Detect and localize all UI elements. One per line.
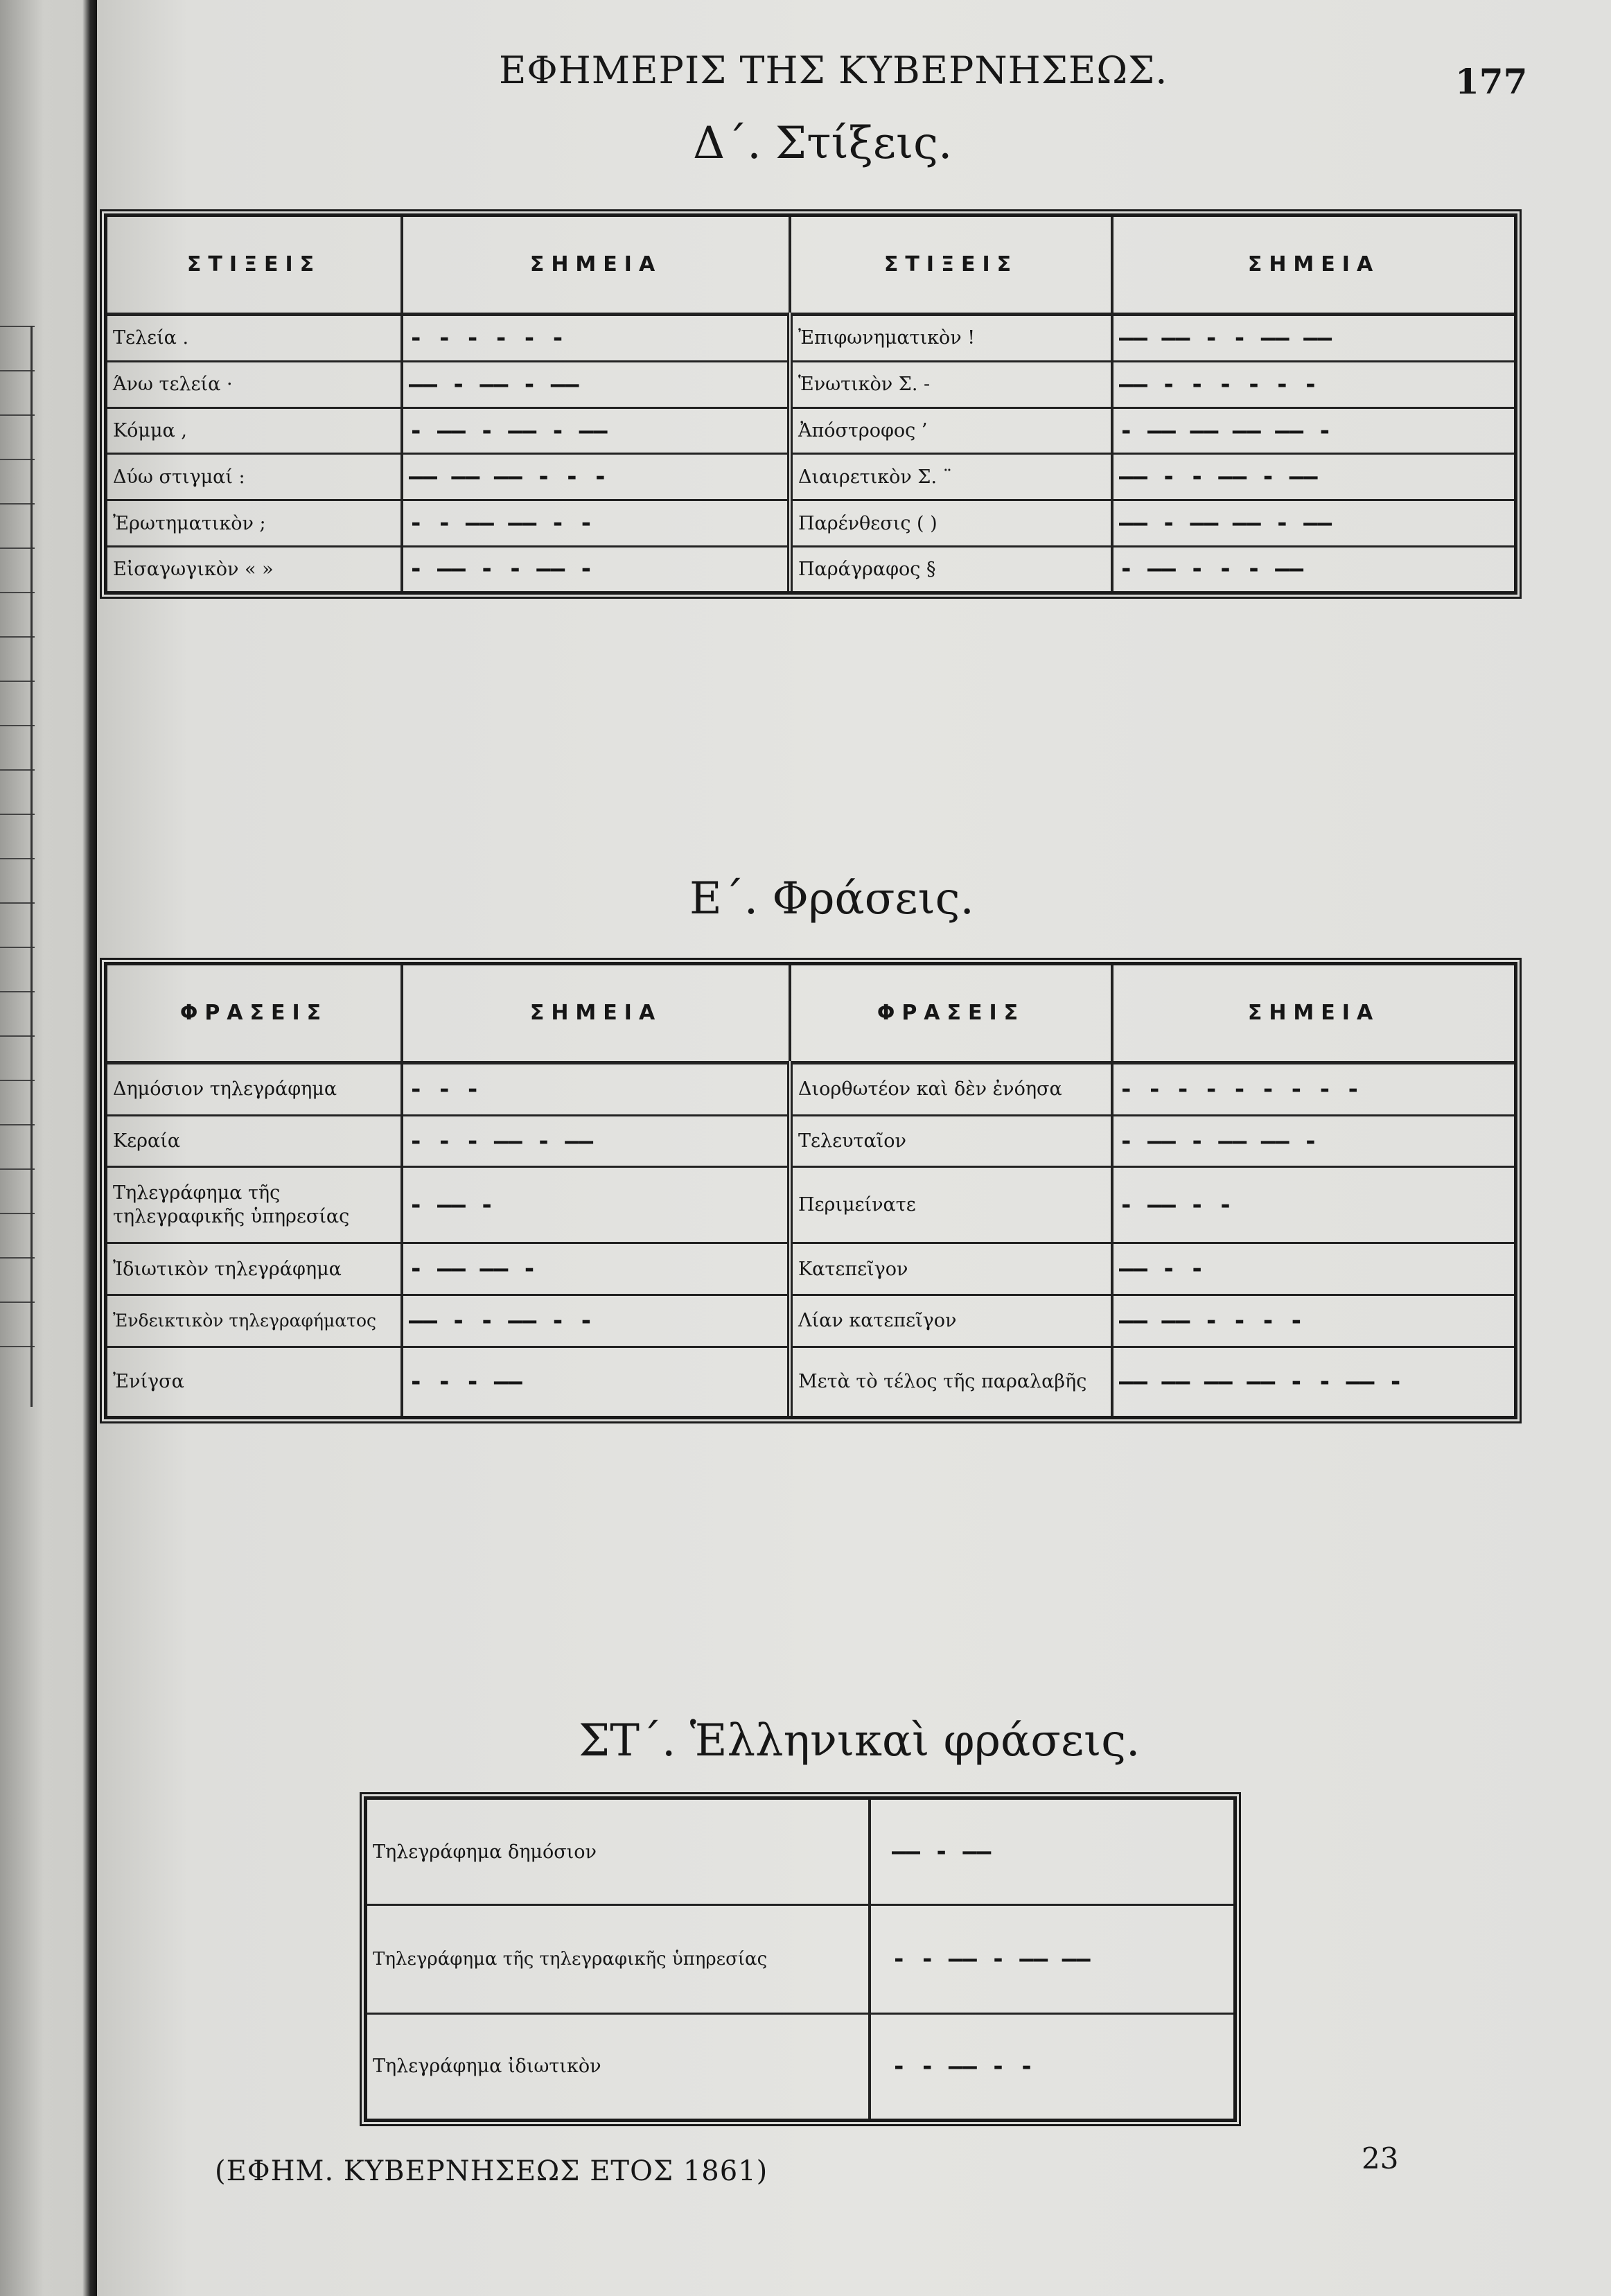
table-row: [107, 361, 1514, 408]
row-signs: —— —— —— - - -: [402, 454, 790, 500]
row-signs: - —— - - —— -: [402, 546, 790, 591]
table-row: [367, 1905, 1233, 2014]
adjacent-page-table-edge: [0, 326, 42, 1407]
row-label: Δημόσιον τηλεγράφημα: [107, 1062, 402, 1115]
row-signs: —— —— - - —— ——: [1112, 314, 1514, 361]
table-row: [107, 1062, 1514, 1115]
row-label: Μετὰ τὸ τέλος τῆς παραλαβῆς: [790, 1347, 1112, 1416]
table-row: [107, 1295, 1514, 1347]
row-signs: —— —— - - - -: [1112, 1295, 1514, 1347]
section-st-heading: ΣΤ΄. Ἑλληνικαὶ φράσεις.: [579, 1715, 1141, 1767]
table-row: [107, 314, 1514, 361]
col-header-punctuation: ΣΤΙΞΕΙΣ: [107, 217, 402, 314]
row-signs: - - —— —— - -: [402, 500, 790, 547]
table-row: [107, 1243, 1514, 1295]
row-signs: - - - - - - - - -: [1112, 1062, 1514, 1115]
row-label: Κόμμα ,: [107, 408, 402, 454]
row-label: Ἑνωτικὸν Σ. -: [790, 361, 1112, 408]
table-header-row: [107, 217, 1514, 314]
row-label: Διαιρετικὸν Σ. ¨: [790, 454, 1112, 500]
table-row: [107, 454, 1514, 500]
col-header-phrases-right: ΦΡΑΣΕΙΣ: [790, 965, 1112, 1062]
row-signs: - —— —— —— —— -: [1112, 408, 1514, 454]
table-row: [107, 408, 1514, 454]
row-label: Λίαν κατεπεῖγον: [790, 1295, 1112, 1347]
col-header-signs-right: ΣΗΜΕΙΑ: [1112, 217, 1514, 314]
row-label: Κατεπεῖγον: [790, 1243, 1112, 1295]
row-signs: - - -: [402, 1062, 790, 1115]
col-header-punctuation-right: ΣΤΙΞΕΙΣ: [790, 217, 1112, 314]
row-label: Διορθωτέον καὶ δὲν ἐνόησα: [790, 1062, 1112, 1115]
row-signs: - - - - - -: [402, 314, 790, 361]
row-signs: - - - ——: [402, 1347, 790, 1416]
row-label: Ἐνδεικτικὸν τηλεγραφήματος: [107, 1295, 402, 1347]
table-row: [107, 546, 1514, 591]
row-signs: - - —— - -: [892, 2052, 1034, 2080]
row-signs: —— - ——: [870, 1800, 1233, 1905]
row-signs: —— - - —— - ——: [1112, 454, 1514, 500]
table-row: [107, 1347, 1514, 1416]
table-header-row: [107, 965, 1514, 1062]
row-label: Περιμείνατε: [790, 1167, 1112, 1243]
row-label: Ἐρωτηματικὸν ;: [107, 500, 402, 547]
row-label: Παράγραφος §: [790, 546, 1112, 591]
table-row: [367, 2013, 1233, 2119]
row-label: Ἰδιωτικὸν τηλεγράφημα: [107, 1243, 402, 1295]
page-number: 177: [1455, 61, 1528, 102]
row-label: Δύω στιγμαί :: [107, 454, 402, 500]
row-signs: - —— - -: [1112, 1167, 1514, 1243]
phrases-grid: [107, 965, 1514, 1416]
row-label: Ἐπιφωνηματικὸν !: [790, 314, 1112, 361]
row-label: Εἰσαγωγικὸν « »: [107, 546, 402, 591]
col-header-signs: ΣΗΜΕΙΑ: [402, 965, 790, 1062]
section-d-heading: Δ΄. Στίξεις.: [693, 118, 953, 169]
row-label: Τηλεγράφημα ἰδιωτικὸν: [367, 2013, 870, 2119]
row-label: Ἐνίγσα: [107, 1347, 402, 1416]
row-label: Τελεία .: [107, 314, 402, 361]
row-signs: - —— -: [402, 1167, 790, 1243]
section-e-heading: Ε΄. Φράσεις.: [689, 873, 974, 924]
row-label: Τελευταῖον: [790, 1115, 1112, 1167]
footer-sheet-number: 23: [1362, 2141, 1399, 2175]
row-signs: - —— - - - ——: [1119, 555, 1304, 584]
punctuation-grid: [107, 217, 1514, 591]
row-signs: - —— —— -: [402, 1243, 790, 1295]
row-signs: —— - -: [1112, 1243, 1514, 1295]
row-signs: —— - —— - ——: [402, 361, 790, 408]
table-row: [107, 500, 1514, 547]
page-header-title: ΕΦΗΜΕΡΙΣ ΤΗΣ ΚΥΒΕΡΝΗΣΕΩΣ.: [499, 49, 1168, 92]
table-row: [367, 1800, 1233, 1905]
row-label: Τηλεγράφημα τῆς τηλεγραφικῆς ὑπηρεσίας: [107, 1167, 402, 1243]
table-punctuation: [104, 213, 1517, 595]
table-phrases: [104, 962, 1517, 1419]
col-header-signs-right: ΣΗΜΕΙΑ: [1112, 965, 1514, 1062]
row-signs: —— - - —— - -: [402, 1295, 790, 1347]
row-signs: - —— - —— - ——: [402, 408, 790, 454]
footer-source: (ΕΦΗΜ. ΚΥΒΕΡΝΗΣΕΩΣ ΕΤΟΣ 1861): [215, 2155, 768, 2187]
row-signs: - —— - —— —— -: [1112, 1115, 1514, 1167]
row-signs: —— —— —— —— - - —— -: [1119, 1367, 1403, 1396]
row-label: Παρένθεσις ( ): [790, 500, 1112, 547]
greek-phrases-grid: [367, 1800, 1233, 2119]
col-header-phrases: ΦΡΑΣΕΙΣ: [107, 965, 402, 1062]
row-signs: - - - —— - ——: [402, 1115, 790, 1167]
row-label: Ἀπόστροφος ’: [790, 408, 1112, 454]
row-label: Τηλεγράφημα δημόσιον: [367, 1800, 870, 1905]
row-label: Κεραία: [107, 1115, 402, 1167]
row-signs: —— - - - - - -: [1112, 361, 1514, 408]
row-label: Τηλεγράφημα τῆς τηλεγραφικῆς ὑπηρεσίας: [367, 1905, 870, 2014]
table-row: [107, 1167, 1514, 1243]
col-header-signs: ΣΗΜΕΙΑ: [402, 217, 790, 314]
row-label: Άνω τελεία ·: [107, 361, 402, 408]
row-signs: - - —— - —— ——: [870, 1905, 1233, 2014]
row-signs: —— - —— —— - ——: [1112, 500, 1514, 547]
table-row: [107, 1115, 1514, 1167]
table-greek-phrases: [364, 1796, 1237, 2122]
